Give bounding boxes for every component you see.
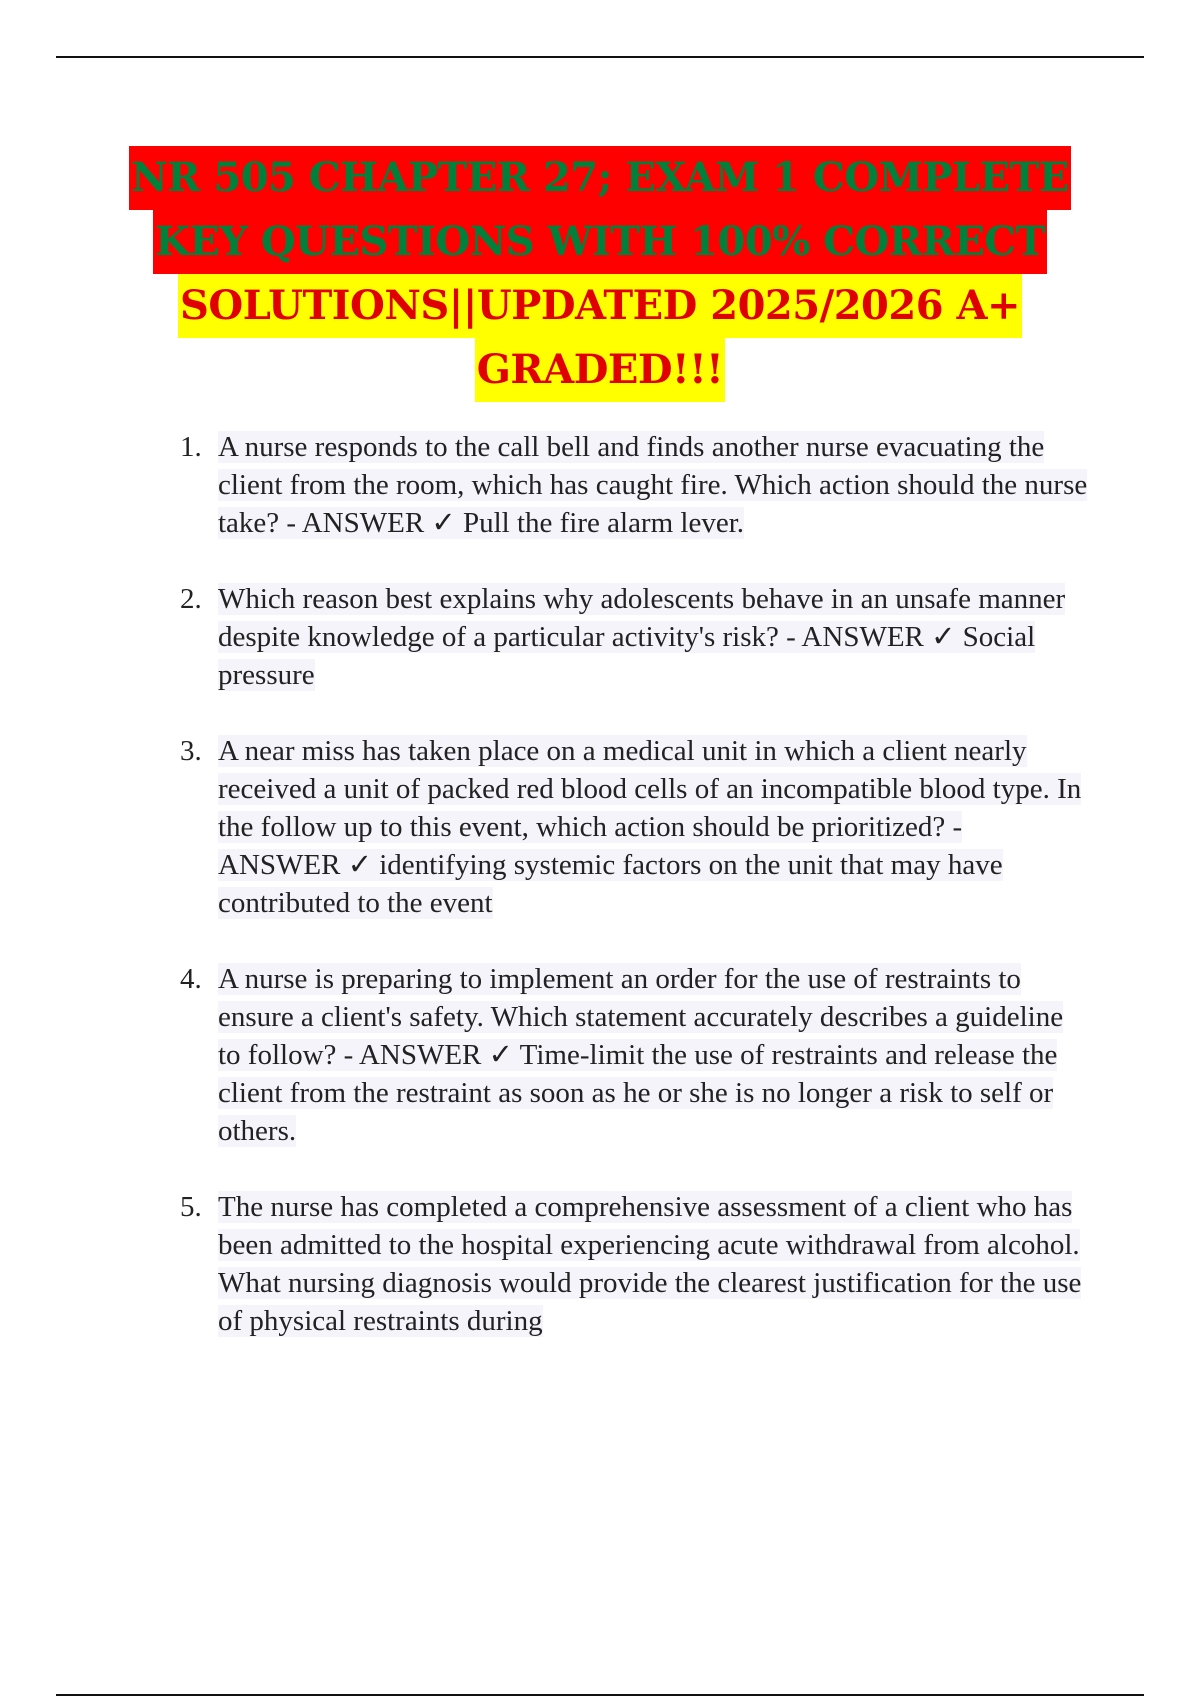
document-title: [0, 146, 1200, 402]
title-line-2: KEY QUESTIONS WITH 100% CORRECT: [153, 210, 1047, 274]
bottom-page-rule: [56, 1694, 1144, 1696]
question-item-1: [0, 428, 1200, 542]
question-text: [218, 1188, 1088, 1340]
title-line-4: GRADED!!!: [475, 338, 725, 402]
question-text: [218, 580, 1088, 694]
question-number: 5.: [180, 1191, 202, 1223]
question-text: [218, 732, 1088, 922]
question-text: [218, 428, 1088, 542]
question-item-3: [0, 732, 1200, 922]
question-item-2: [0, 580, 1200, 694]
question-number: 1.: [180, 431, 202, 463]
question-text-content: A nurse responds to the call bell and finds another nurse evacuating the client from the room, which has caught fire. Which action should the nurse take? - ANSWER ✓ Pull the fire alarm lever.: [218, 431, 1088, 539]
top-page-rule: [56, 56, 1144, 58]
question-item-4: [0, 960, 1200, 1150]
question-text-content: A nurse is preparing to implement an order for the use of restraints to ensure a client's safety. Which statement accurately describes a guideline to follow? - ANSWER ✓ Time-limit the use of restraints and release the client from the restraint as soon as he or she is no longer a risk to self or others.: [218, 963, 1064, 1147]
question-list: [0, 428, 1200, 1378]
question-number: 4.: [180, 963, 202, 995]
question-number: 3.: [180, 735, 202, 767]
question-number: 2.: [180, 583, 202, 615]
question-text-content: A near miss has taken place on a medical unit in which a client nearly received a unit of packed red blood cells of an incompatible blood type. In the follow up to this event, which action should be prioritized? - ANSWER ✓ identifying systemic factors on the unit that may have contributed to the event: [218, 735, 1082, 919]
question-text: [218, 960, 1088, 1150]
question-text-content: Which reason best explains why adolescents behave in an unsafe manner despite knowledge of a particular activity's risk? - ANSWER ✓ Social pressure: [218, 583, 1066, 691]
question-item-5: [0, 1188, 1200, 1340]
title-line-1: NR 505 CHAPTER 27; EXAM 1 COMPLETE: [129, 146, 1071, 210]
question-text-content: The nurse has completed a comprehensive assessment of a client who has been admitted to the hospital experiencing acute withdrawal from alcohol. What nursing diagnosis would provide the clearest justification for the use of physical restraints during: [218, 1191, 1082, 1337]
title-line-3: SOLUTIONS||UPDATED 2025/2026 A+: [178, 274, 1022, 338]
